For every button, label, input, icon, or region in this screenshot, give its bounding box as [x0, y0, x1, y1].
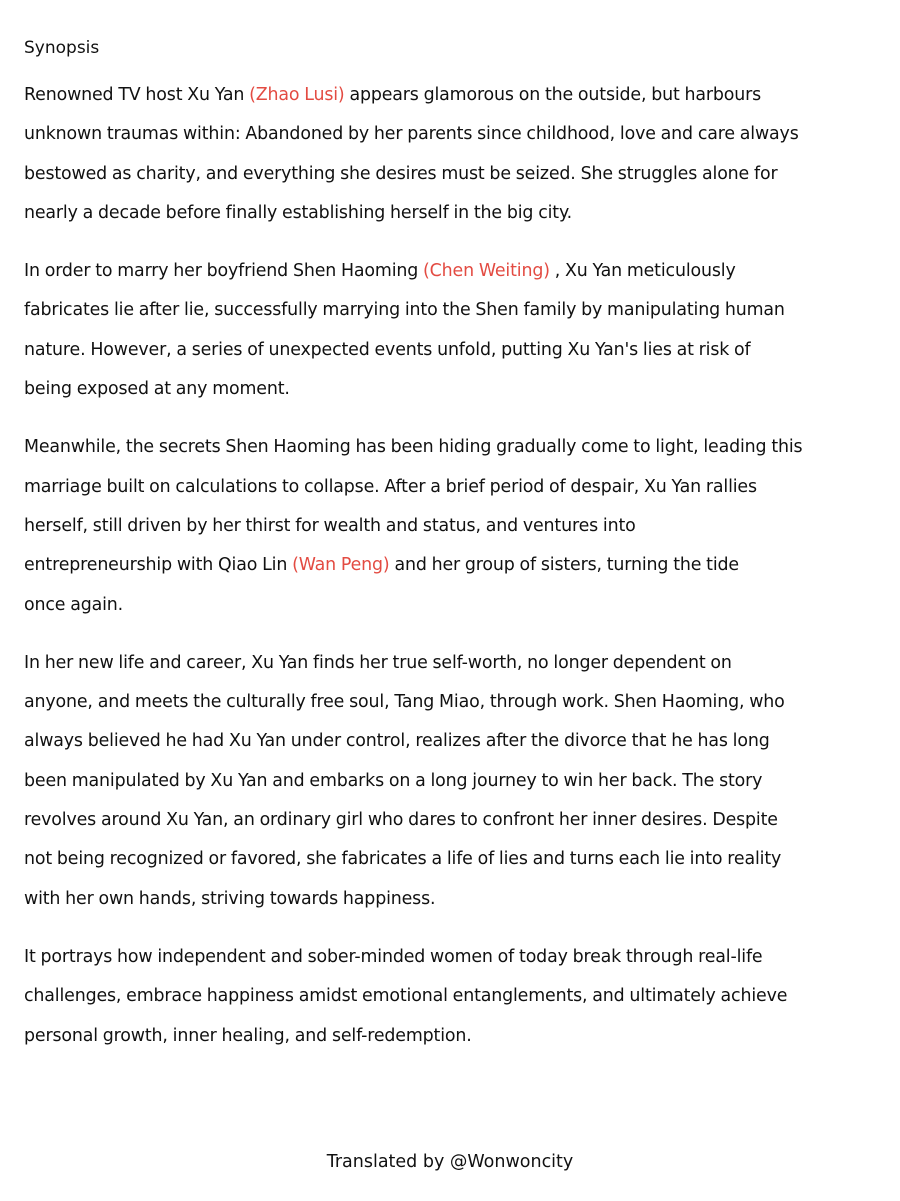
- text-run: once again.: [24, 594, 124, 615]
- text-run: anyone, and meets the culturally free soul, Tang Miao, through work. Shen Haoming, who: [24, 692, 785, 713]
- cast-name-highlight: (Wan Peng): [292, 555, 390, 576]
- text-run: herself, still driven by her thirst for wealth and status, and ventures into: [24, 515, 636, 536]
- text-run: revolves around Xu Yan, an ordinary girl who dares to confront her inner desires. Despite: [24, 810, 778, 831]
- text-run: not being recognized or favored, she fabricates a life of lies and turns each lie into reality: [24, 849, 782, 870]
- text-run: , Xu Yan meticulously: [549, 261, 736, 282]
- text-run: marriage built on calculations to collapse. After a brief period of despair, Xu Yan rallies: [24, 476, 757, 497]
- synopsis-paragraph: [24, 252, 874, 409]
- text-run: entrepreneurship with Qiao Lin: [24, 555, 293, 576]
- text-run: bestowed as charity, and everything she desires must be seized. She struggles alone for: [24, 163, 778, 184]
- text-run: personal growth, inner healing, and self-redemption.: [24, 1025, 472, 1046]
- paragraph-list: [24, 76, 874, 1056]
- text-run: Renowned TV host Xu Yan: [24, 85, 250, 105]
- text-run: Meanwhile, the secrets Shen Haoming has been hiding gradually come to light, leading this: [24, 437, 803, 458]
- text-run: and her group of sisters, turning the tide: [389, 555, 739, 576]
- text-run: fabricates lie after lie, successfully marrying into the Shen family by manipulating human: [24, 300, 785, 321]
- text-run: nature. However, a series of unexpected events unfold, putting Xu Yan's lies at risk of: [24, 339, 751, 360]
- text-run: nearly a decade before finally establishing herself in the big city.: [24, 202, 572, 223]
- text-run: being exposed at any moment.: [24, 379, 290, 400]
- text-run: been manipulated by Xu Yan and embarks on a long journey to win her back. The story: [24, 770, 763, 791]
- text-run: In her new life and career, Xu Yan finds her true self-worth, no longer dependent on: [24, 652, 732, 673]
- text-run: unknown traumas within: Abandoned by her parents since childhood, love and care always: [24, 124, 799, 145]
- text-run: challenges, embrace happiness amidst emotional entanglements, and ultimately achieve: [24, 986, 788, 1007]
- cast-name-highlight: (Chen Weiting): [423, 261, 550, 282]
- text-run: always believed he had Xu Yan under control, realizes after the divorce that he has long: [24, 731, 770, 752]
- synopsis-document: [24, 34, 874, 1075]
- translator-credit: Translated by @Wonwoncity: [326, 1152, 574, 1172]
- synopsis-paragraph: [24, 76, 874, 233]
- synopsis-paragraph: [24, 938, 874, 1056]
- synopsis-paragraph: [24, 644, 874, 919]
- text-run: appears glamorous on the outside, but harbours: [344, 85, 762, 105]
- text-run: In order to marry her boyfriend Shen Haoming: [24, 261, 424, 282]
- text-run: with her own hands, striving towards happiness.: [24, 888, 436, 909]
- text-run: It portrays how independent and sober-minded women of today break through real-life: [24, 946, 763, 967]
- cast-name-highlight: (Zhao Lusi): [249, 85, 345, 105]
- synopsis-paragraph: [24, 428, 874, 624]
- document-title: Synopsis: [24, 38, 100, 58]
